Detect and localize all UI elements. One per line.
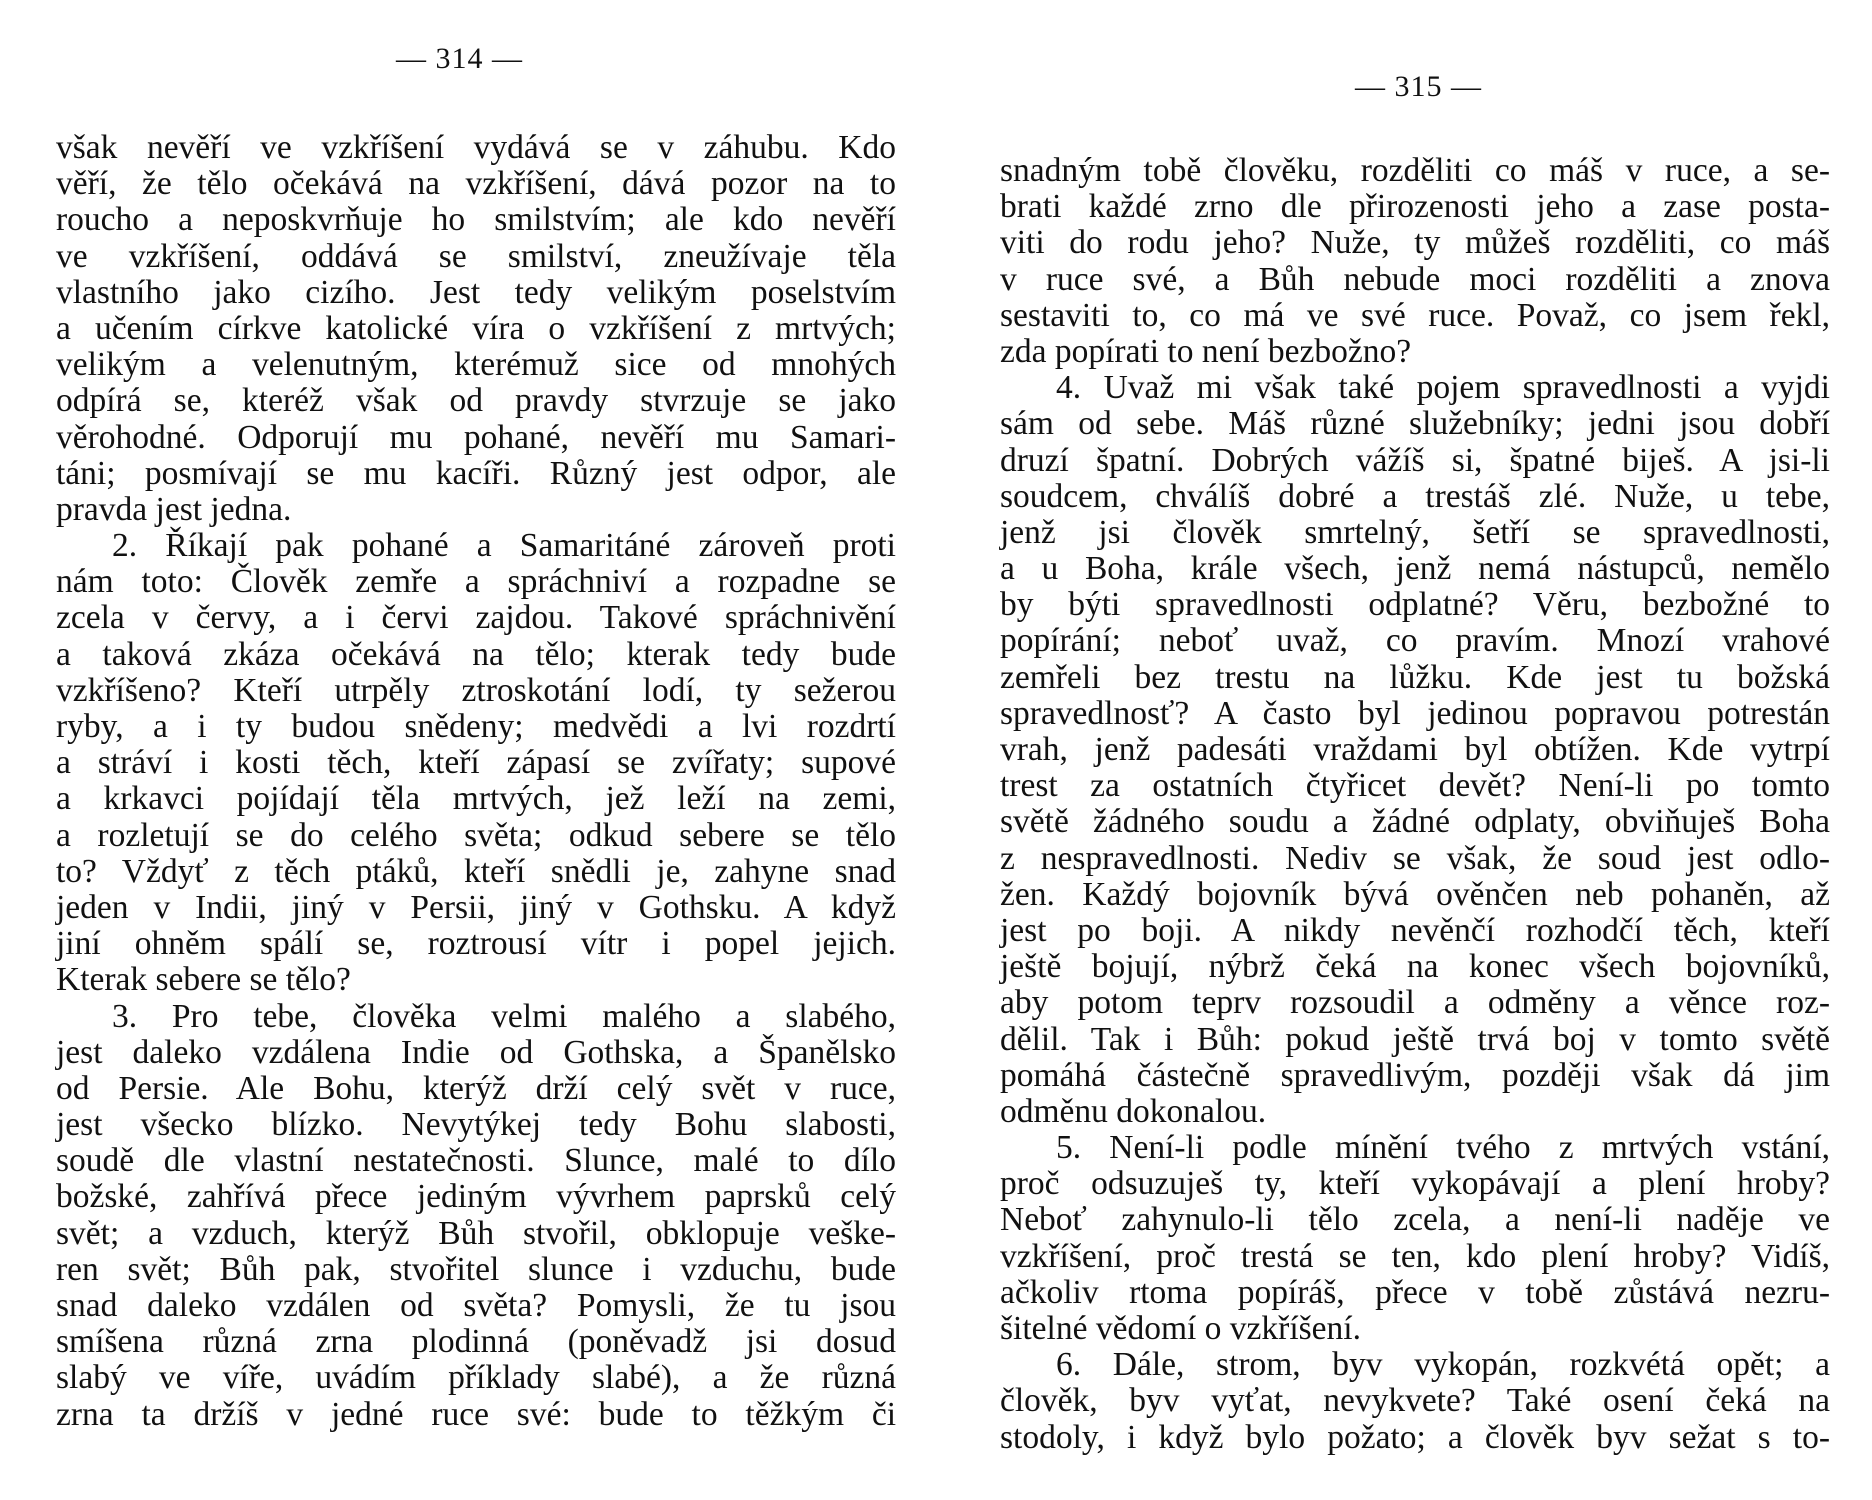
- text-line: věrohodné. Odporují mu pohané, nevěří mu Samari-: [56, 418, 896, 456]
- text-line: a učením církve katolické víra o vzkříšení z mrtvých;: [56, 309, 896, 347]
- text-line: vrah, jenž padesáti vraždami byl obtížen. Kde vytrpí: [1000, 731, 1830, 768]
- text-line: jest všecko blízko. Nevytýkej tedy Bohu slabosti,: [56, 1106, 896, 1144]
- text-line: 3. Pro tebe, člověka velmi malého a slabého,: [112, 997, 896, 1035]
- text-line: ve vzkříšení, oddává se smilství, zneužívaje těla: [56, 237, 896, 275]
- text-line: slabý ve víře, uvádím příklady slabé), a že různá: [56, 1359, 896, 1397]
- text-line: a krkavci pojídají těla mrtvých, jež leží na zemi,: [56, 780, 896, 818]
- text-line: a taková zkáza očekává na tělo; kterak tedy bude: [56, 635, 896, 673]
- text-line: snadným tobě člověku, rozděliti co máš v ruce, a se-: [1000, 152, 1830, 189]
- text-line: roucho a neposkvrňuje ho smilstvím; ale kdo nevěří: [56, 201, 896, 239]
- text-line: popírání; neboť uvaž, co pravím. Mnozí vrahové: [1000, 622, 1830, 660]
- text-line: dělil. Tak i Bůh: pokud ještě trvá boj v tomto světě: [1000, 1020, 1830, 1058]
- text-line: jiní ohněm spálí se, roztrousí vítr i popel jejich.: [56, 925, 896, 963]
- text-line: snad daleko vzdálen od světa? Pomysli, že tu jsou: [56, 1287, 896, 1324]
- text-line: zcela v červy, a i červi zajdou. Takové spráchnivění: [56, 599, 896, 637]
- text-line: zemřeli bez trestu na lůžku. Kde jest tu božská: [1000, 658, 1830, 696]
- text-column: [56, 130, 896, 1433]
- text-line: sám od sebe. Máš různé služebníky; jedni jsou dobří: [1000, 405, 1830, 443]
- text-line: a u Boha, krále všech, jenž nemá nástupců, nemělo: [1000, 550, 1830, 588]
- text-line: od Persie. Ale Bohu, kterýž drží celý svět v ruce,: [56, 1069, 896, 1107]
- text-line: v ruce své, a Bůh nebude moci rozděliti a znova: [1000, 260, 1830, 298]
- text-line: světě žádného soudu a žádné odplaty, obviňuješ Boha: [1000, 803, 1830, 841]
- text-line: viti do rodu jeho? Nuže, ty můžeš rozděliti, co máš: [1000, 224, 1830, 262]
- text-line: 6. Dále, strom, byv vykopán, rozkvétá opět; a: [1056, 1346, 1830, 1384]
- text-line: spravedlnosť? A často byl jedinou popravou potrestán: [1000, 694, 1830, 732]
- text-line: vlastního jako cizího. Jest tedy velikým poselstvím: [56, 273, 896, 311]
- text-line: ryby, a i ty budou snědeny; medvědi a lvi rozdrtí: [56, 708, 896, 745]
- page-number: — 314 —: [396, 42, 523, 75]
- text-line: ren svět; Bůh pak, stvořitel slunce i vzduchu, bude: [56, 1250, 896, 1288]
- text-line: však nevěří ve vzkříšení vydává se v záhubu. Kdo: [56, 129, 896, 166]
- text-line: jenž jsi člověk smrtelný, šetří se spravedlnosti,: [1000, 513, 1830, 551]
- text-line: božské, zahřívá přece jediným vývrhem paprsků celý: [56, 1178, 896, 1216]
- text-line: 2. Říkají pak pohané a Samaritáné zároveň proti: [112, 527, 896, 565]
- text-line: jest daleko vzdálena Indie od Gothska, a Španělsko: [56, 1033, 896, 1071]
- text-line: ačkoliv rtoma popíráš, přece v tobě zůstává nezru-: [1000, 1273, 1830, 1311]
- text-line: trest za ostatních čtyřicet devět? Není-li po tomto: [1000, 767, 1830, 805]
- text-line: vzkříšeno? Kteří utrpěly ztroskotání lodí, ty sežerou: [56, 671, 896, 709]
- text-line: věří, že tělo očekává na vzkříšení, dává pozor na to: [56, 165, 896, 203]
- text-line: žen. Každý bojovník bývá ověnčen neb pohaněn, až: [1000, 875, 1830, 913]
- text-line: jest po boji. A nikdy nevěnčí rozhodčí těch, kteří: [1000, 911, 1830, 949]
- text-line: zrna ta držíš v jedné ruce své: bude to těžkým či: [56, 1395, 896, 1433]
- text-line: vzkříšení, proč trestá se ten, kdo plení hroby? Vidíš,: [1000, 1237, 1830, 1275]
- text-line: a stráví i kosti těch, kteří zápasí se zvířaty; supové: [56, 744, 896, 782]
- text-line: pravda jest jedna.: [56, 490, 292, 528]
- text-line: nám toto: Člověk zemře a spráchniví a rozpadne se: [56, 563, 896, 601]
- text-line: druzí špatní. Dobrých vážíš si, špatné biješ. A jsi-li: [1000, 441, 1830, 479]
- text-line: aby potom teprv rozsoudil a odměny a věnce roz-: [1000, 984, 1830, 1022]
- page-number: — 315 —: [1355, 70, 1482, 103]
- text-line: soudě dle vlastní nestatečnosti. Slunce, malé to dílo: [56, 1142, 896, 1180]
- text-column: [1000, 153, 1830, 1456]
- text-line: Neboť zahynulo-li tělo zcela, a není-li naděje ve: [1000, 1201, 1830, 1239]
- text-line: ještě bojují, nýbrž čeká na konec všech bojovníků,: [1000, 948, 1830, 986]
- text-line: svět; a vzduch, kterýž Bůh stvořil, obklopuje veške-: [56, 1214, 896, 1252]
- text-line: 4. Uvaž mi však také pojem spravedlnosti a vyjdi: [1056, 369, 1830, 407]
- text-line: šitelné vědomí o vzkříšení.: [1000, 1310, 1361, 1347]
- text-line: soudcem, chválíš dobré a trestáš zlé. Nuže, u tebe,: [1000, 477, 1830, 515]
- text-line: stodoly, i když bylo požato; a člověk byv sežat s to-: [1000, 1418, 1830, 1456]
- text-line: zda popírati to není bezbožno?: [1000, 332, 1412, 370]
- text-line: a rozletují se do celého světa; odkud sebere se tělo: [56, 816, 896, 854]
- text-line: jeden v Indii, jiný v Persii, jiný v Gothsku. A když: [56, 888, 896, 926]
- text-line: by býti spravedlnosti odplatné? Věru, bezbožné to: [1000, 586, 1830, 624]
- text-line: proč odsuzuješ ty, kteří vykopávají a plení hroby?: [1000, 1165, 1830, 1203]
- text-line: Kterak sebere se tělo?: [56, 961, 351, 999]
- text-line: to? Vždyť z těch ptáků, kteří snědli je, zahyne snad: [56, 852, 896, 890]
- text-line: člověk, byv vyťat, nevykvete? Také osení čeká na: [1000, 1382, 1830, 1420]
- text-line: pomáhá částečně spravedlivým, později však dá jim: [1000, 1056, 1830, 1094]
- text-line: velikým a velenutným, kterémuž sice od mnohých: [56, 346, 896, 384]
- text-line: táni; posmívají se mu kacíři. Různý jest odpor, ale: [56, 454, 896, 492]
- text-line: odměnu dokonalou.: [1000, 1092, 1267, 1130]
- text-line: 5. Není-li podle mínění tvého z mrtvých vstání,: [1056, 1129, 1830, 1167]
- text-line: smíšena různá zrna plodinná (poněvadž jsi dosud: [56, 1323, 896, 1361]
- text-line: sestaviti to, co má ve své ruce. Považ, co jsem řekl,: [1000, 296, 1830, 334]
- text-line: z nespravedlnosti. Nediv se však, že soud jest odlo-: [1000, 839, 1830, 877]
- text-line: brati každé zrno dle přirozenosti jeho a zase posta-: [1000, 188, 1830, 226]
- text-line: odpírá se, kteréž však od pravdy stvrzuje se jako: [56, 382, 896, 420]
